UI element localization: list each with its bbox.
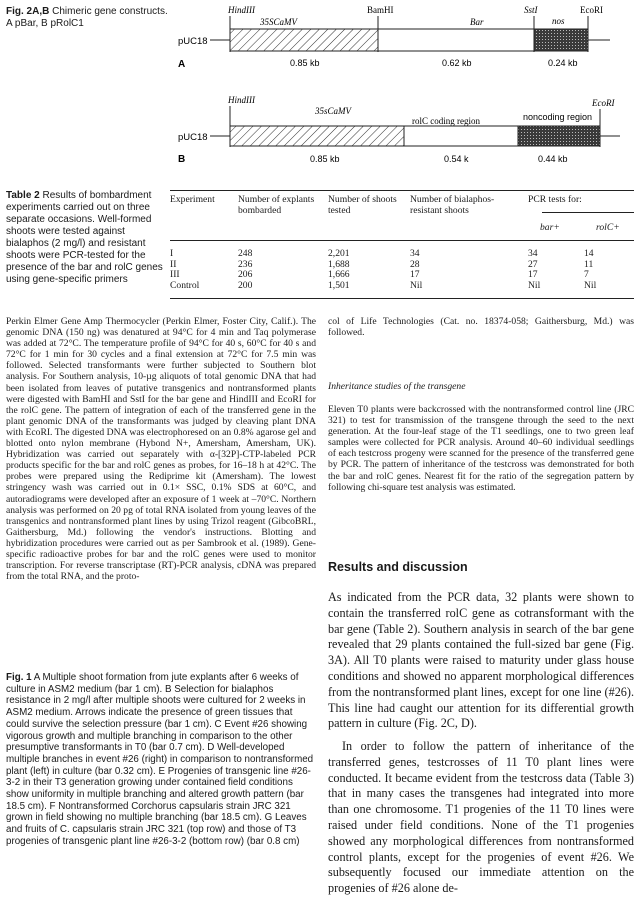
table-cell: 248 xyxy=(238,248,253,259)
table-cell: Nil xyxy=(528,279,541,291)
methods-text-right: col of Life Technologies (Cat. no. 18374-058; Gaithersburg, Md.) was followed. xyxy=(328,316,634,339)
figure-2b-construct-diagram xyxy=(170,90,640,170)
panel-label-a: A xyxy=(178,59,186,70)
site-label-hindiii-a: HindIII xyxy=(228,5,255,15)
table-cell: 34 xyxy=(528,248,538,259)
segment-label-35s-a: 35SCaMV xyxy=(260,17,297,27)
segment-nos-a xyxy=(534,29,588,51)
segment-35s-a xyxy=(230,29,378,51)
size-label-nos-a: 0.24 kb xyxy=(548,58,578,68)
site-label-hindiii-b: HindIII xyxy=(228,95,255,105)
segment-rolc-b xyxy=(404,126,518,146)
segment-label-noncoding-b: noncoding region xyxy=(523,112,593,122)
table-subheader-bar: bar+ xyxy=(540,222,560,233)
figure-1-caption: Fig. 1 A Multiple shoot formation from jute explants after 6 weeks of culture in ASM2 medium (bar 1 cm). B Selection for bialaphos resistance in 2 mg/l after multiple shoots were cultured for 2 weeks in ASM2 medium. Arrows indicate the presence of green tissues that could survive the selection pressure (bar 1 cm). C Event #26 showing vigorous growth and multiple branching in comparison to the other presumptive transformants in T0 (bar 0.7 cm). D Well-developed multiple branches in event #26 (right) in comparison to nontransformed plant (left) in culture (bar 0.32 cm). E Progenies of transgenic line #26-3-2 in their T3 generation growing under contained field conditions show uniformity in multiple branching and altered growth pattern (bar 18.5 cm). F Nontransformed Corchorus capsularis strain JRC 321 grown in field showing no multiple branching (bar 18.5 cm). G Leaves and fruits of C. capsularis strain JRC 321 (top row) and those of T3 progenies of transgenic plant line #26-3-2 (bottom row) (bar 0.8 cm) xyxy=(6,672,314,847)
segment-label-rolc-b: rolC coding region xyxy=(412,116,480,126)
table-cell: 17 xyxy=(410,269,420,280)
table-cell: Nil xyxy=(584,279,597,291)
table-cell: Control xyxy=(170,279,200,291)
table-cell: 11 xyxy=(584,258,594,270)
table-cell: 1,688 xyxy=(328,258,350,270)
table-cell: 28 xyxy=(410,258,420,270)
vector-label-b: pUC18 xyxy=(178,132,208,143)
table-row xyxy=(170,281,634,292)
table-cell: Nil xyxy=(410,279,423,291)
size-label-noncoding-b: 0.44 kb xyxy=(538,154,568,164)
table-header-resistant: Number of bialaphos-resistant shoots xyxy=(410,194,495,216)
table-cell: 200 xyxy=(238,279,253,291)
segment-label-nos-a: nos xyxy=(552,16,565,26)
table-cell: 7 xyxy=(584,269,589,280)
results-heading: Results and discussion xyxy=(328,560,468,574)
results-paragraph-1: As indicated from the PCR data, 32 plants were shown to contain the transferred rolC gene as cotransformant with the bar gene (Table 2). Southern analysis in search of the bar gene revealed that 29 plants contained the full-sized bar gene (Fig. 3A). All T0 plants were raised to maturity under glass house conditions and showed no apparent morphological differences from the nontransformed plant lines, except for one line (#26). This line had caught our attention for its differential growth pattern in culture (Fig. 2C, D). xyxy=(328,590,634,731)
inheritance-heading: Inheritance studies of the transgene xyxy=(328,381,466,392)
size-label-35s-a: 0.85 kb xyxy=(290,58,320,68)
table-2-caption: Table 2 Results of bombardment experiments carried out on three separate occasions. Well-formed shoots were tested against bialaphos (2 mg/l) and resistant shoots were PCR-tested for the presence of the bar and rolC genes using gene-specific primers xyxy=(6,190,163,285)
table-cell: 27 xyxy=(528,258,538,270)
table-cell: 14 xyxy=(584,248,594,259)
segment-label-bar-a: Bar xyxy=(470,17,484,27)
table-header-pcr: PCR tests for: xyxy=(528,194,582,205)
figure-2-caption: Fig. 2A,B Chimeric gene constructs. A pBar, B pRolC1 xyxy=(6,6,168,29)
table-2-body xyxy=(170,249,634,291)
site-label-ssti-a: SstI xyxy=(524,5,538,15)
figure-2a-construct-diagram xyxy=(170,0,640,75)
size-label-bar-a: 0.62 kb xyxy=(442,58,472,68)
panel-label-b: B xyxy=(178,154,186,165)
table-cell: 17 xyxy=(528,269,538,280)
table-subheader-rolc: rolC+ xyxy=(596,222,620,233)
segment-bar-a xyxy=(378,29,534,51)
table-header-explants: Number of explants bombarded xyxy=(238,194,315,216)
table-cell: 1,501 xyxy=(328,279,350,291)
site-label-bamhi-a: BamHI xyxy=(367,5,394,15)
methods-text-left: Perkin Elmer Gene Amp Thermocycler (Perkin Elmer, Foster City, Calif.). The genomic DNA (150 ng) was denatured at 94°C for 4 min and Taq polymerase was added at 72°C. The temperature profile of 94°C for 40 s, 60°C for 40 s and 72°C for 1 min for 30 cycles and a final extension at 72°C for 7.5 min was followed. Selected transformants were further subjected to Southern blot analysis. For Southern analysis, 10-µg aliquots of total genomic DNA that had been isolated from leaves of putative transgenics and nontransformed plants were digested with BamHI and SstI for the bar gene and HindIII and EcoRI for the rolC gene. The pattern of integration of each of the transferred gene in the plant genomic DNA of the transformants was judged by cleaving plant DNA with EcoRI. The digested DNA was electrophoresed on an 0.8% agarose gel and blotted onto nylon membrane (Hybond N+, Amersham, Amersham, UK). Hybridization was carried out separately with α-[32P]-CTP-labeled PCR products specific for the bar and rolC genes as probes, for 16–18 h at 42°C. The probes were prepared using the Rediprime kit (Amersham). The lowest stringency wash was carried out in 0.1× SSC, 0.1% SDS at 60°C, and autoradiograms were developed after an exposure of 1 week at –70°C. Northern analysis was performed on 20 pg of total RNA isolated from young leaves of the transgenics and nontransformed plant lines by using Trizol reagent (GibcoBRL, Gaithersburg, Md.) following the vendor's instructions. Blotting and hybridization procedures were carried out as per Sambrook et al. (1989). Gene-specific radioactive probes for bar and the rolC genes were used to monitor transcription. For reverse transcriptase (RT)-PCR analysis, cDNA was prepared from the total RNA, and the proto- xyxy=(6,316,316,583)
table-cell: 34 xyxy=(410,248,420,259)
results-paragraph-2: In order to follow the pattern of inheritance of the transferred genes, testcrosses of 11 T0 plant lines were conducted. It became evident from the testcross data (Table 3) that in many cases the transgenes had integrated into more than one chromosome. T1 progenies of the 11 T0 lines were raised under field conditions. None of the T1 progenies showed any morphological differences from nontransformed control plants, except for the progenies of event #26. We subsequently focused our immediate attention on the progenies of #26 alone de- xyxy=(328,739,634,896)
table-cell: III xyxy=(170,269,180,280)
table-cell: II xyxy=(170,258,177,270)
size-label-35s-b: 0.85 kb xyxy=(310,154,340,164)
site-label-ecori-a: EcoRI xyxy=(580,5,603,15)
segment-noncoding-b xyxy=(518,126,600,146)
segment-35s-b xyxy=(230,126,404,146)
table-cell: 2,201 xyxy=(328,248,350,259)
table-cell: 206 xyxy=(238,269,253,280)
table-header-shoots: Number of shoots tested xyxy=(328,194,397,216)
table-cell: 236 xyxy=(238,258,253,270)
table-cell: I xyxy=(170,248,174,259)
segment-label-35s-b: 35sCaMV xyxy=(315,106,351,116)
table-cell: 1,666 xyxy=(328,269,350,280)
vector-label-a: pUC18 xyxy=(178,36,208,47)
table-header-experiment: Experiment xyxy=(170,194,215,205)
size-label-rolc-b: 0.54 k xyxy=(444,154,469,164)
site-label-ecori-b: EcoRI xyxy=(592,98,615,108)
table-row xyxy=(170,249,634,260)
table-row xyxy=(170,270,634,281)
inheritance-text: Eleven T0 plants were backcrossed with the nontransformed control line (JRC 321) to test for transmission of the transgene through the seed to the next generation. At the four-leaf stage of the T1 seedlings, one to two green leaf samples were collected for PCR analysis. Around 40–60 individual seedlings of each testcross progeny were scanned for the presence of the transferred gene by PCR. The pattern of inheritance of the testcross was demonstrated for both the bar and rolC genes. Nearest fit for the ratio of the segregation pattern by following chi-square test analysis was estimated. xyxy=(328,404,634,493)
